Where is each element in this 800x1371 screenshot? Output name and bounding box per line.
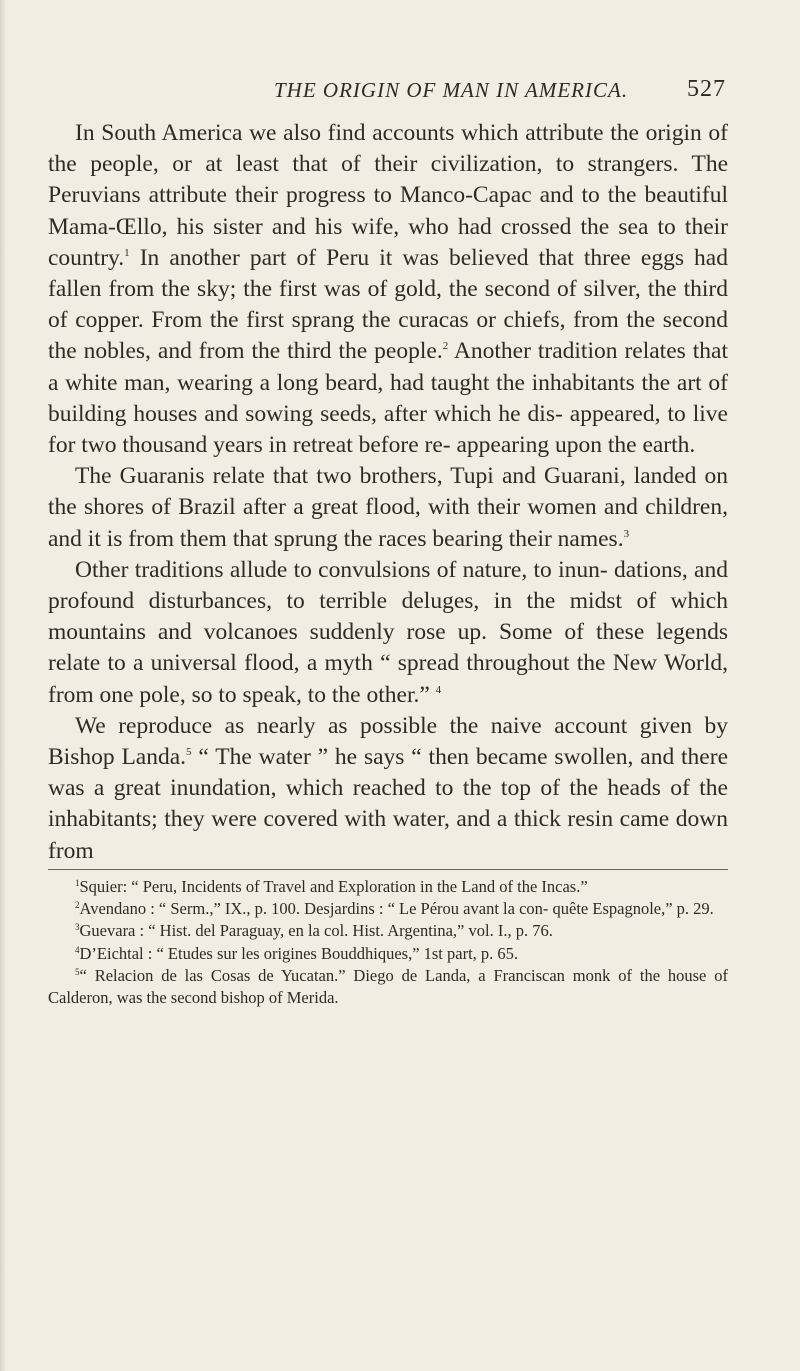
footnote (48, 876, 728, 898)
book-page (48, 78, 728, 1010)
footnote-reference: 1 (124, 246, 130, 259)
footnote-reference: 5 (186, 746, 192, 759)
body-paragraph (48, 118, 728, 461)
body-paragraph (48, 461, 728, 555)
footnote-number: 3 (75, 922, 80, 933)
paragraph-text: Other traditions allude to convulsions of nature, to inun- dations, and profound disturbances, to terrible deluges, in the midst of which mountains and volcanoes suddenly rose up. Some of these legends relate to a universal flood, a myth “ spread throughout the New World, from one pole, so to speak, to the other.” (48, 556, 728, 708)
footnote (48, 898, 728, 920)
footnote (48, 965, 728, 1010)
footnote-text: D’Eichtal : “ Etudes sur les origines Bouddhiques,” 1st part, p. 65. (79, 943, 519, 963)
footnote-number: 4 (75, 944, 80, 955)
footnote-number: 1 (75, 877, 80, 888)
footnote-reference: 4 (435, 683, 442, 696)
footnote-number: 5 (75, 967, 80, 978)
footnote-text: Squier: “ Peru, Incidents of Travel and Exploration in the Land of the Incas.” (79, 876, 588, 896)
footnote-reference: 3 (623, 527, 630, 540)
paragraph-text: We reproduce as nearly as possible the naive account given by Bishop Landa. (48, 712, 728, 771)
main-text (48, 118, 728, 867)
footnote-text: “ Relacion de las Cosas de Yucatan.” Diego de Landa, a Franciscan monk of the house of Calderon, was the second bishop of Merida. (48, 966, 728, 1008)
footnote-reference: 2 (442, 340, 449, 353)
paragraph-text: In another part of Peru it was believed that three eggs had fallen from the sky; the first was of gold, the second of silver, the third of copper. From the first sprang the curacas or chiefs, from the second the nobles, and from the third the people. (48, 244, 728, 365)
paragraph-text: In South America we also find accounts which attribute the origin of the people, or at least that of their civilization, to strangers. The Peruvians attribute their progress to Manco-Capac and to the beautiful Mama-Œllo, his sister and his wife, who had crossed the sea to their country. (48, 120, 728, 271)
footnote (48, 943, 728, 965)
body-paragraph (48, 555, 728, 711)
footnote-text: Avendano : “ Serm.,” IX., p. 100. Desjardins : “ Le Pérou avant la con- quête Espagnole,” p. 29. (79, 899, 714, 919)
running-title: THE ORIGIN OF MAN IN AMERICA. (274, 78, 629, 102)
footnote (48, 920, 728, 942)
body-paragraph (48, 711, 728, 867)
page-edge (0, 0, 6, 1371)
page-number: 527 (687, 76, 726, 102)
footnote-text: Guevara : “ Hist. del Paraguay, en la col. Hist. Argentina,” vol. I., p. 76. (79, 921, 553, 941)
paragraph-text: The Guaranis relate that two brothers, Tupi and Guarani, landed on the shores of Brazil after a great flood, with their women and children, and it is from them that sprung the races bearing their names. (48, 463, 728, 552)
footnotes (48, 869, 728, 1010)
running-header (48, 78, 728, 118)
paragraph-text: “ The water ” he says “ then became swollen, and there was a great inundation, which reached to the top of the heads of the inhabitants; they were covered with water, and a thick resin came down from (48, 744, 728, 864)
paragraph-text: Another tradition relates that a white man, wearing a long beard, had taught the inhabitants the art of building houses and sowing seeds, after which he dis- appeared, to live for two thousand years in retreat before re- appearing upon the earth. (48, 338, 728, 459)
footnote-number: 2 (75, 900, 80, 911)
